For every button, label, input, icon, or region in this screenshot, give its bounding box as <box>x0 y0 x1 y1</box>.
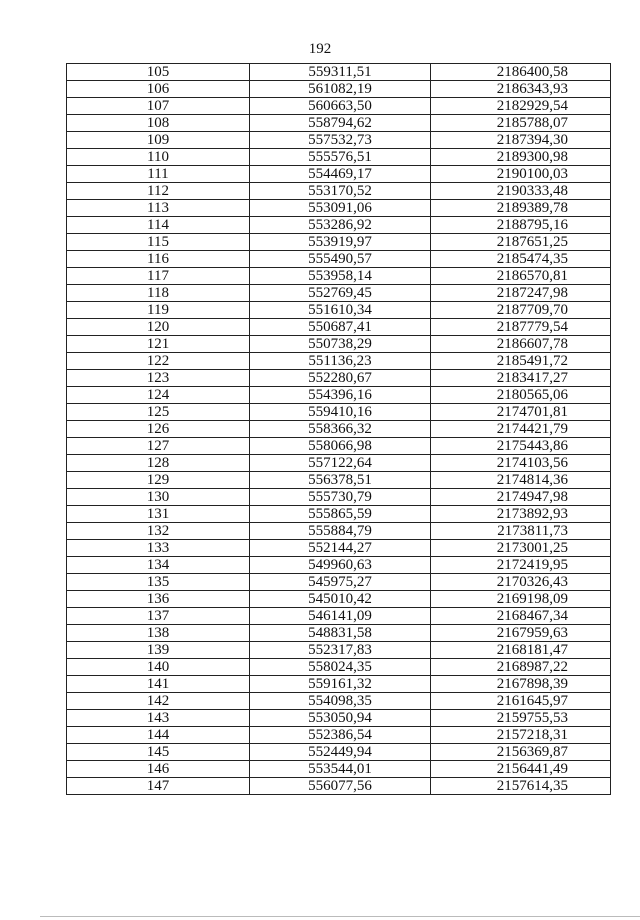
y-coordinate-cell: 2173892,93 <box>431 506 611 523</box>
point-number-cell: 112 <box>67 183 250 200</box>
point-number-cell: 147 <box>67 778 250 795</box>
table-row <box>67 319 611 336</box>
point-number-cell: 110 <box>67 149 250 166</box>
table-row <box>67 200 611 217</box>
point-number-cell: 138 <box>67 625 250 642</box>
table-row <box>67 455 611 472</box>
table-row <box>67 336 611 353</box>
y-coordinate-cell: 2168181,47 <box>431 642 611 659</box>
point-number-cell: 126 <box>67 421 250 438</box>
y-coordinate-cell: 2167898,39 <box>431 676 611 693</box>
table-row <box>67 591 611 608</box>
x-coordinate-cell: 552449,94 <box>250 744 431 761</box>
point-number-cell: 131 <box>67 506 250 523</box>
y-coordinate-cell: 2172419,95 <box>431 557 611 574</box>
table-row <box>67 472 611 489</box>
table-row <box>67 217 611 234</box>
x-coordinate-cell: 553919,97 <box>250 234 431 251</box>
point-number-cell: 115 <box>67 234 250 251</box>
point-number-cell: 145 <box>67 744 250 761</box>
y-coordinate-cell: 2159755,53 <box>431 710 611 727</box>
x-coordinate-cell: 553286,92 <box>250 217 431 234</box>
table-row <box>67 642 611 659</box>
x-coordinate-cell: 545975,27 <box>250 574 431 591</box>
y-coordinate-cell: 2174814,36 <box>431 472 611 489</box>
point-number-cell: 136 <box>67 591 250 608</box>
x-coordinate-cell: 552317,83 <box>250 642 431 659</box>
y-coordinate-cell: 2157218,31 <box>431 727 611 744</box>
y-coordinate-cell: 2186400,58 <box>431 64 611 81</box>
y-coordinate-cell: 2174103,56 <box>431 455 611 472</box>
x-coordinate-cell: 552386,54 <box>250 727 431 744</box>
x-coordinate-cell: 554469,17 <box>250 166 431 183</box>
point-number-cell: 105 <box>67 64 250 81</box>
point-number-cell: 124 <box>67 387 250 404</box>
point-number-cell: 118 <box>67 285 250 302</box>
x-coordinate-cell: 558066,98 <box>250 438 431 455</box>
x-coordinate-cell: 552280,67 <box>250 370 431 387</box>
table-row <box>67 693 611 710</box>
x-coordinate-cell: 559311,51 <box>250 64 431 81</box>
table-row <box>67 744 611 761</box>
point-number-cell: 116 <box>67 251 250 268</box>
coordinates-table-body <box>67 64 611 795</box>
y-coordinate-cell: 2187709,70 <box>431 302 611 319</box>
y-coordinate-cell: 2189300,98 <box>431 149 611 166</box>
point-number-cell: 144 <box>67 727 250 744</box>
table-row <box>67 251 611 268</box>
x-coordinate-cell: 557122,64 <box>250 455 431 472</box>
point-number-cell: 125 <box>67 404 250 421</box>
y-coordinate-cell: 2174947,98 <box>431 489 611 506</box>
point-number-cell: 109 <box>67 132 250 149</box>
point-number-cell: 108 <box>67 115 250 132</box>
point-number-cell: 143 <box>67 710 250 727</box>
point-number-cell: 127 <box>67 438 250 455</box>
x-coordinate-cell: 552144,27 <box>250 540 431 557</box>
table-row <box>67 676 611 693</box>
x-coordinate-cell: 554396,16 <box>250 387 431 404</box>
y-coordinate-cell: 2170326,43 <box>431 574 611 591</box>
x-coordinate-cell: 546141,09 <box>250 608 431 625</box>
y-coordinate-cell: 2186343,93 <box>431 81 611 98</box>
table-row <box>67 778 611 795</box>
point-number-cell: 134 <box>67 557 250 574</box>
x-coordinate-cell: 555576,51 <box>250 149 431 166</box>
point-number-cell: 123 <box>67 370 250 387</box>
table-row <box>67 727 611 744</box>
x-coordinate-cell: 553170,52 <box>250 183 431 200</box>
x-coordinate-cell: 560663,50 <box>250 98 431 115</box>
x-coordinate-cell: 558024,35 <box>250 659 431 676</box>
table-row <box>67 489 611 506</box>
table-row <box>67 659 611 676</box>
table-row <box>67 183 611 200</box>
x-coordinate-cell: 551136,23 <box>250 353 431 370</box>
y-coordinate-cell: 2173001,25 <box>431 540 611 557</box>
x-coordinate-cell: 552769,45 <box>250 285 431 302</box>
y-coordinate-cell: 2185491,72 <box>431 353 611 370</box>
y-coordinate-cell: 2156369,87 <box>431 744 611 761</box>
y-coordinate-cell: 2187394,30 <box>431 132 611 149</box>
x-coordinate-cell: 545010,42 <box>250 591 431 608</box>
y-coordinate-cell: 2167959,63 <box>431 625 611 642</box>
x-coordinate-cell: 555490,57 <box>250 251 431 268</box>
point-number-cell: 121 <box>67 336 250 353</box>
point-number-cell: 135 <box>67 574 250 591</box>
y-coordinate-cell: 2156441,49 <box>431 761 611 778</box>
table-row <box>67 421 611 438</box>
table-row <box>67 132 611 149</box>
y-coordinate-cell: 2185788,07 <box>431 115 611 132</box>
point-number-cell: 139 <box>67 642 250 659</box>
point-number-cell: 120 <box>67 319 250 336</box>
table-row <box>67 404 611 421</box>
x-coordinate-cell: 554098,35 <box>250 693 431 710</box>
x-coordinate-cell: 556077,56 <box>250 778 431 795</box>
page-bottom-edge <box>40 916 640 917</box>
y-coordinate-cell: 2173811,73 <box>431 523 611 540</box>
y-coordinate-cell: 2168987,22 <box>431 659 611 676</box>
x-coordinate-cell: 557532,73 <box>250 132 431 149</box>
table-row <box>67 234 611 251</box>
table-row <box>67 166 611 183</box>
table-row <box>67 285 611 302</box>
y-coordinate-cell: 2169198,09 <box>431 591 611 608</box>
y-coordinate-cell: 2174701,81 <box>431 404 611 421</box>
table-row <box>67 370 611 387</box>
y-coordinate-cell: 2174421,79 <box>431 421 611 438</box>
y-coordinate-cell: 2188795,16 <box>431 217 611 234</box>
point-number-cell: 140 <box>67 659 250 676</box>
point-number-cell: 137 <box>67 608 250 625</box>
table-row <box>67 557 611 574</box>
y-coordinate-cell: 2185474,35 <box>431 251 611 268</box>
x-coordinate-cell: 553544,01 <box>250 761 431 778</box>
y-coordinate-cell: 2186607,78 <box>431 336 611 353</box>
x-coordinate-cell: 559161,32 <box>250 676 431 693</box>
y-coordinate-cell: 2187247,98 <box>431 285 611 302</box>
x-coordinate-cell: 553050,94 <box>250 710 431 727</box>
point-number-cell: 132 <box>67 523 250 540</box>
point-number-cell: 142 <box>67 693 250 710</box>
y-coordinate-cell: 2187651,25 <box>431 234 611 251</box>
point-number-cell: 113 <box>67 200 250 217</box>
table-row <box>67 608 611 625</box>
point-number-cell: 117 <box>67 268 250 285</box>
point-number-cell: 107 <box>67 98 250 115</box>
table-row <box>67 625 611 642</box>
table-row <box>67 387 611 404</box>
table-row <box>67 268 611 285</box>
y-coordinate-cell: 2161645,97 <box>431 693 611 710</box>
x-coordinate-cell: 553958,14 <box>250 268 431 285</box>
table-row <box>67 761 611 778</box>
table-row <box>67 574 611 591</box>
point-number-cell: 111 <box>67 166 250 183</box>
y-coordinate-cell: 2189389,78 <box>431 200 611 217</box>
y-coordinate-cell: 2182929,54 <box>431 98 611 115</box>
table-row <box>67 81 611 98</box>
x-coordinate-cell: 553091,06 <box>250 200 431 217</box>
point-number-cell: 133 <box>67 540 250 557</box>
page-number: 192 <box>308 41 332 57</box>
x-coordinate-cell: 555730,79 <box>250 489 431 506</box>
point-number-cell: 106 <box>67 81 250 98</box>
y-coordinate-cell: 2186570,81 <box>431 268 611 285</box>
coordinates-table <box>66 63 611 795</box>
table-row <box>67 506 611 523</box>
table-row <box>67 149 611 166</box>
x-coordinate-cell: 548831,58 <box>250 625 431 642</box>
x-coordinate-cell: 550687,41 <box>250 319 431 336</box>
table-row <box>67 710 611 727</box>
x-coordinate-cell: 551610,34 <box>250 302 431 319</box>
point-number-cell: 119 <box>67 302 250 319</box>
x-coordinate-cell: 561082,19 <box>250 81 431 98</box>
table-row <box>67 302 611 319</box>
x-coordinate-cell: 555884,79 <box>250 523 431 540</box>
point-number-cell: 128 <box>67 455 250 472</box>
point-number-cell: 130 <box>67 489 250 506</box>
point-number-cell: 129 <box>67 472 250 489</box>
x-coordinate-cell: 558366,32 <box>250 421 431 438</box>
table-row <box>67 540 611 557</box>
x-coordinate-cell: 558794,62 <box>250 115 431 132</box>
y-coordinate-cell: 2168467,34 <box>431 608 611 625</box>
point-number-cell: 146 <box>67 761 250 778</box>
y-coordinate-cell: 2183417,27 <box>431 370 611 387</box>
y-coordinate-cell: 2190100,03 <box>431 166 611 183</box>
point-number-cell: 141 <box>67 676 250 693</box>
table-row <box>67 523 611 540</box>
table-row <box>67 115 611 132</box>
y-coordinate-cell: 2187779,54 <box>431 319 611 336</box>
y-coordinate-cell: 2157614,35 <box>431 778 611 795</box>
x-coordinate-cell: 550738,29 <box>250 336 431 353</box>
table-row <box>67 98 611 115</box>
table-row <box>67 353 611 370</box>
x-coordinate-cell: 555865,59 <box>250 506 431 523</box>
y-coordinate-cell: 2175443,86 <box>431 438 611 455</box>
y-coordinate-cell: 2180565,06 <box>431 387 611 404</box>
table-row <box>67 438 611 455</box>
point-number-cell: 122 <box>67 353 250 370</box>
point-number-cell: 114 <box>67 217 250 234</box>
x-coordinate-cell: 549960,63 <box>250 557 431 574</box>
x-coordinate-cell: 559410,16 <box>250 404 431 421</box>
table-row <box>67 64 611 81</box>
x-coordinate-cell: 556378,51 <box>250 472 431 489</box>
y-coordinate-cell: 2190333,48 <box>431 183 611 200</box>
